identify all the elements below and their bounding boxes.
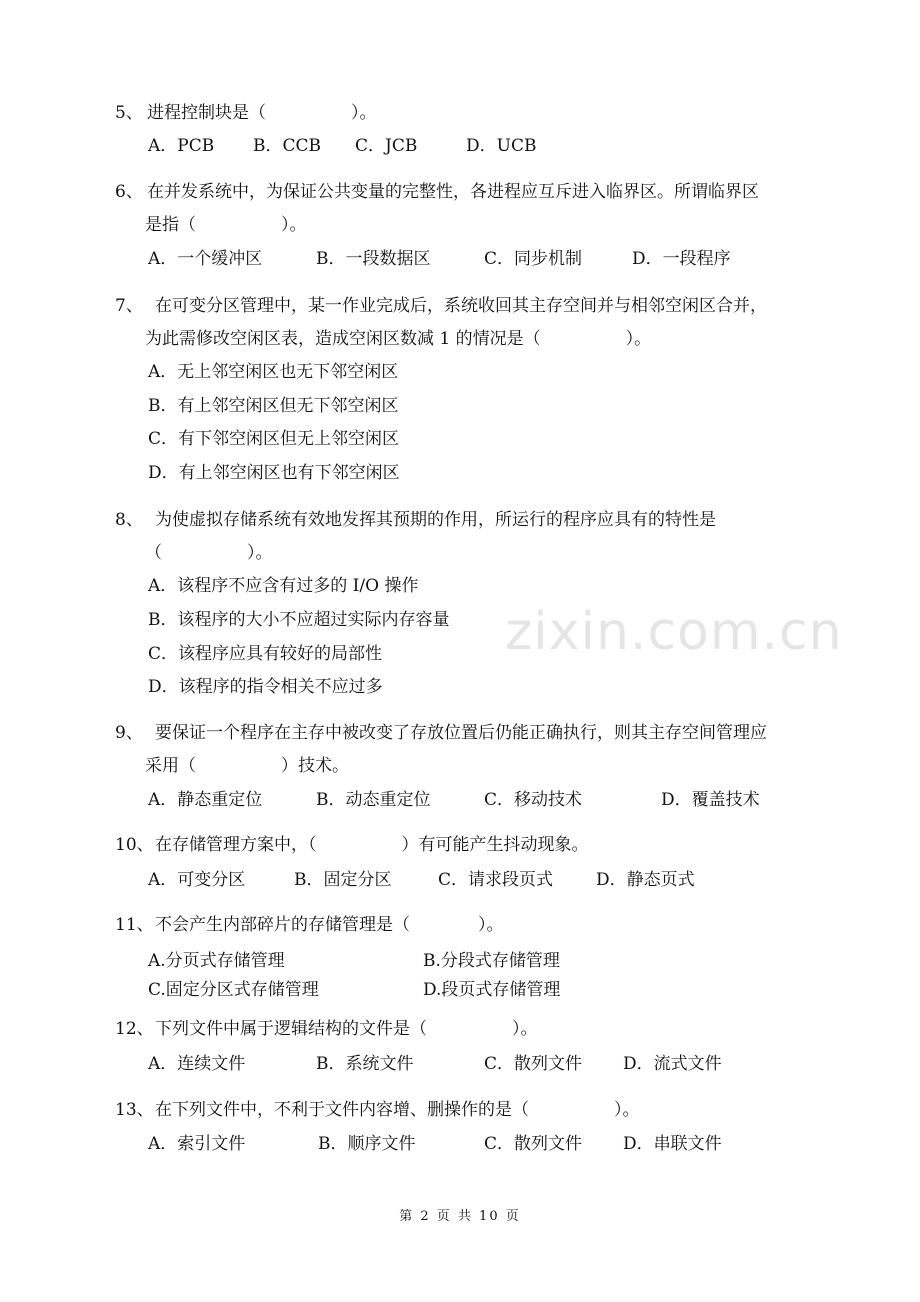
question-13 xyxy=(115,1094,825,1127)
option-b: B．CCB xyxy=(253,136,321,156)
option-d: D．串联文件 xyxy=(623,1134,722,1154)
option-d: D.段页式存储管理 xyxy=(423,980,561,1000)
question-12 xyxy=(115,1013,825,1046)
option-b: B．固定分区 xyxy=(294,870,392,890)
option-d: D．静态页式 xyxy=(596,870,695,890)
option-c: C．散列文件 xyxy=(484,1134,583,1154)
question-number: 11、 xyxy=(115,915,154,935)
question-stem-line2: 是指（ ）。 xyxy=(145,215,307,235)
option-c: C．请求段页式 xyxy=(438,870,554,890)
option-a: A．该程序不应含有过多的 I/O 操作 xyxy=(148,576,419,596)
option-a: A．PCB xyxy=(148,136,215,156)
option-b: B．顺序文件 xyxy=(318,1134,416,1154)
option-a: A．可变分区 xyxy=(148,870,246,890)
option-c: C.固定分区式存储管理 xyxy=(148,980,319,1000)
question-stem-line1: 为使虚拟存储系统有效地发挥其预期的作用，所运行的程序应具有的特性是 xyxy=(155,510,716,530)
question-8 xyxy=(115,504,825,537)
option-c: C．散列文件 xyxy=(484,1054,583,1074)
question-number: 6、 xyxy=(115,182,143,202)
option-c: C．JCB xyxy=(355,136,418,156)
question-stem-line2: 采用（ ）技术。 xyxy=(145,756,349,776)
question-6-cont xyxy=(115,209,825,242)
option-b: B．该程序的大小不应超过实际内存容量 xyxy=(148,610,450,630)
question-9 xyxy=(115,717,825,750)
option-c: C．有下邻空闲区但无上邻空闲区 xyxy=(148,429,400,449)
option-a: A.分页式存储管理 xyxy=(148,951,285,971)
question-10 xyxy=(115,829,825,862)
question-number: 13、 xyxy=(115,1100,154,1120)
watermark: zixin.com.cn xyxy=(505,602,843,662)
question-number: 12、 xyxy=(115,1019,154,1039)
question-number: 7、 xyxy=(115,296,143,316)
option-b: B．有上邻空闲区但无下邻空闲区 xyxy=(148,396,399,416)
question-stem: 不会产生内部碎片的存储管理是（ ）。 xyxy=(155,915,504,935)
question-stem: 在存储管理方案中，（ ）有可能产生抖动现象。 xyxy=(155,835,589,855)
question-number: 10、 xyxy=(115,835,154,855)
option-a: A．连续文件 xyxy=(148,1054,246,1074)
option-d: D．有上邻空闲区也有下邻空闲区 xyxy=(148,463,400,483)
option-b: B．动态重定位 xyxy=(316,790,431,810)
option-a: A．索引文件 xyxy=(148,1134,246,1154)
option-a: A．静态重定位 xyxy=(148,790,263,810)
option-c: C．该程序应具有较好的局部性 xyxy=(148,644,383,664)
question-8-cont xyxy=(115,537,825,570)
question-number: 9、 xyxy=(115,723,143,743)
option-d: D．该程序的指令相关不应过多 xyxy=(148,677,383,697)
question-5 xyxy=(115,97,825,130)
option-b: B．系统文件 xyxy=(316,1054,414,1074)
question-11 xyxy=(115,909,825,942)
question-stem: 在下列文件中，不利于文件内容增、删操作的是（ ）。 xyxy=(155,1100,640,1120)
question-stem-line1: 要保证一个程序在主存中被改变了存放位置后仍能正确执行，则其主存空间管理应 xyxy=(155,723,767,743)
option-c: C．移动技术 xyxy=(484,790,583,810)
question-stem: 下列文件中属于逻辑结构的文件是（ ）。 xyxy=(155,1019,538,1039)
option-c: C．同步机制 xyxy=(484,249,583,269)
option-b: B.分段式存储管理 xyxy=(423,951,560,971)
option-a: A．无上邻空闲区也无下邻空闲区 xyxy=(148,362,399,382)
option-d: D．一段程序 xyxy=(632,249,731,269)
question-stem: 进程控制块是（ ）。 xyxy=(147,103,377,123)
question-7 xyxy=(115,290,825,323)
question-number: 5、 xyxy=(115,103,143,123)
option-d: D．覆盖技术 xyxy=(661,790,760,810)
question-7-cont xyxy=(115,323,825,356)
option-a: A．一个缓冲区 xyxy=(148,249,263,269)
question-stem-line2: （ ）。 xyxy=(145,543,273,563)
question-number: 8、 xyxy=(115,510,143,530)
page-footer: 第 2 页 共 10 页 xyxy=(399,1209,521,1224)
question-stem-line1: 在并发系统中，为保证公共变量的完整性，各进程应互斥进入临界区。所谓临界区 xyxy=(147,182,759,202)
option-d: D．流式文件 xyxy=(623,1054,722,1074)
question-9-cont xyxy=(115,750,825,783)
question-stem-line1: 在可变分区管理中，某一作业完成后，系统收回其主存空间并与相邻空闲区合并， xyxy=(155,296,767,316)
option-b: B．一段数据区 xyxy=(316,249,431,269)
question-6 xyxy=(115,176,825,209)
option-d: D．UCB xyxy=(466,136,537,156)
question-stem-line2: 为此需修改空闲区表，造成空闲区数减 1 的情况是（ ）。 xyxy=(145,329,652,349)
